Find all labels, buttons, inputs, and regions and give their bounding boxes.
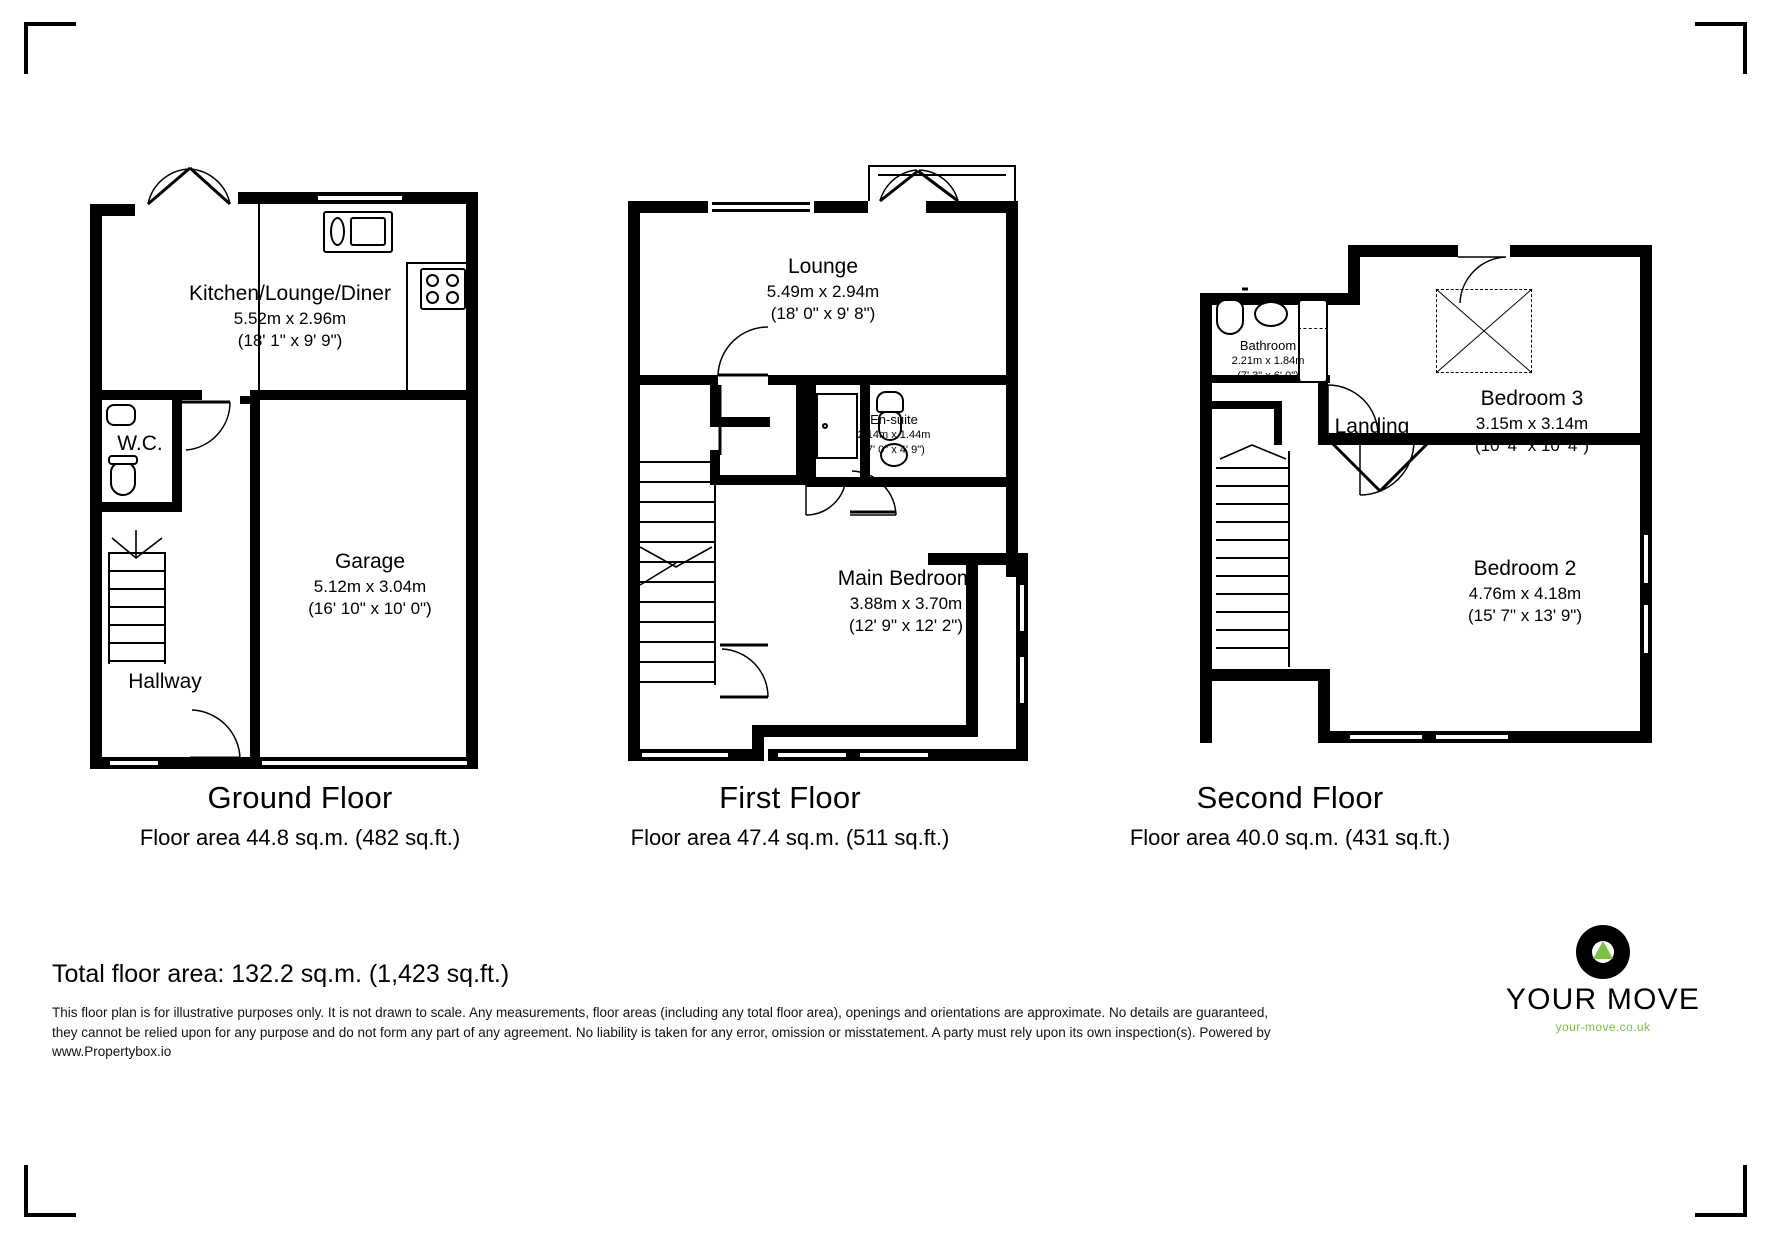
- room-label-kitchen-lounge-diner: Kitchen/Lounge/Diner 5.52m x 2.96m (18' 1" x 9' 9"): [189, 282, 391, 351]
- brand-name: YOUR MOVE: [1505, 983, 1701, 1016]
- first-floor-plan: [628, 165, 1108, 770]
- window-bottom-left: [642, 750, 728, 760]
- floor-title-first: First Floor Floor area 47.4 sq.m. (511 sq.ft.): [630, 780, 950, 850]
- window-bedroom-bottom-2: [860, 750, 928, 760]
- room-label-ensuite: En-suite 2.14m x 1.44m (7' 0" x 4' 9"): [857, 412, 931, 456]
- room-label-bedroom-2: Bedroom 2 4.76m x 4.18m (15' 7" x 13' 9"): [1467, 557, 1582, 626]
- room-label-wc: W.C.: [117, 432, 163, 455]
- crop-mark-top-left: [24, 22, 76, 74]
- total-floor-area: Total floor area: 132.2 sq.m. (1,423 sq.ft.): [52, 960, 510, 988]
- second-floor-plan: [1200, 245, 1700, 770]
- window-bedroom-right-2: [1017, 657, 1027, 703]
- crop-mark-bottom-right: [1695, 1165, 1747, 1217]
- brand-url: your-move.co.uk: [1555, 1020, 1651, 1034]
- brand-logo: [1487, 925, 1719, 1034]
- floor-title-ground: Ground Floor Floor area 44.8 sq.m. (482 sq.ft.): [139, 780, 461, 850]
- room-label-bedroom-3: Bedroom 3 3.15m x 3.14m (10' 4" x 10' 4"): [1474, 387, 1589, 456]
- window-bedroom2-bottom-1: [1350, 732, 1422, 742]
- room-label-main-bedroom: Main Bedroom 3.88m x 3.70m (12' 9" x 12' 2"): [837, 567, 975, 636]
- window-bedroom-right-1: [1017, 585, 1027, 631]
- crop-mark-top-right: [1695, 22, 1747, 74]
- front-door-swing: [90, 190, 540, 770]
- window-bedroom-bottom-1: [778, 750, 846, 760]
- room-label-hallway: Hallway: [128, 670, 202, 693]
- crop-mark-bottom-left: [24, 1165, 76, 1217]
- window-bedroom2-bottom-2: [1436, 732, 1508, 742]
- window-bedroom2-right-1: [1641, 535, 1651, 583]
- disclaimer-text: This floor plan is for illustrative purposes only. It is not drawn to scale. Any measurements, floor areas (including any total floor area), openings and orientations are approximate. No details are guaranteed, they cannot be relied upon for any purpose and do not form any part of any agreement. No liability is taken for any error, omission or misstatement. A party must rely upon its own inspection(s). Powered by www.Propertybox.io: [52, 1005, 1271, 1060]
- room-label-lounge: Lounge 5.49m x 2.94m (18' 0" x 9' 8"): [766, 255, 880, 324]
- window-bedroom2-right-2: [1641, 605, 1651, 653]
- ground-floor-plan: [90, 190, 540, 770]
- room-label-bathroom: Bathroom 2.21m x 1.84m (7' 3" x 6' 0"): [1231, 338, 1305, 382]
- your-move-leaf-icon: [1576, 925, 1630, 979]
- door-swing-main-bedroom: [628, 165, 1108, 770]
- room-label-landing: Landing: [1334, 415, 1410, 438]
- stair-arrow-second: [1200, 245, 1700, 770]
- room-label-garage: Garage 5.12m x 3.04m (16' 10" x 10' 0"): [308, 550, 432, 619]
- floor-title-second: Second Floor Floor area 40.0 sq.m. (431 sq.ft.): [1129, 780, 1451, 850]
